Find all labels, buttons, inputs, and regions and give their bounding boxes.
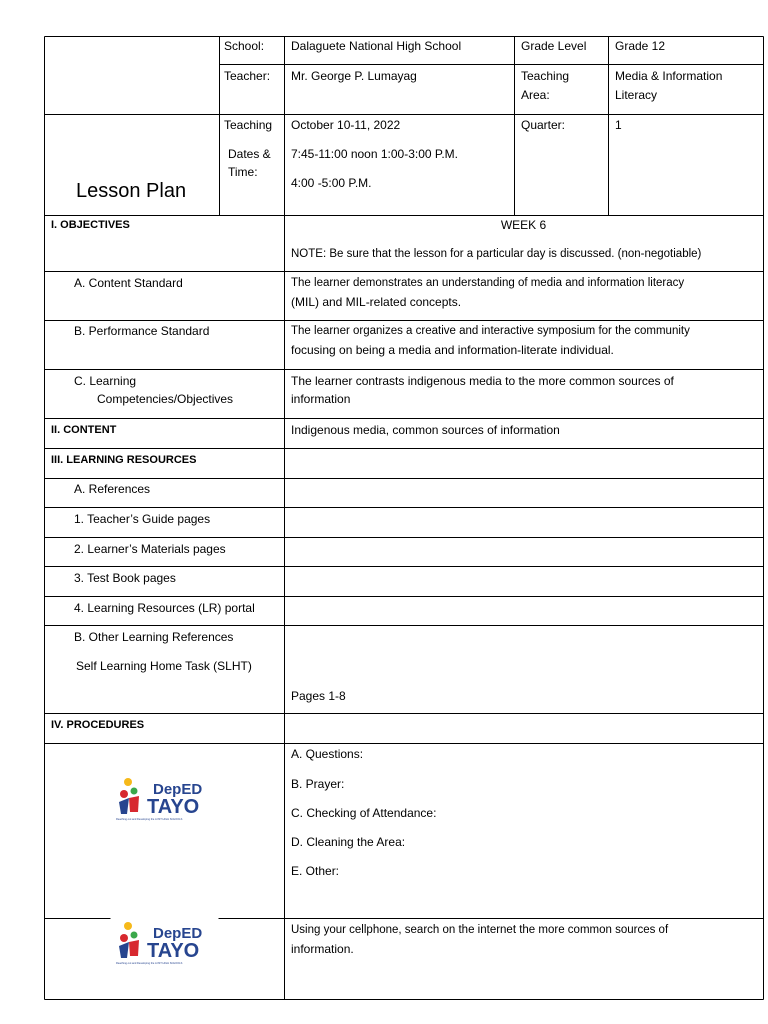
procedure-item-cleaning: D. Cleaning the Area: (291, 835, 406, 849)
logo-sun-icon (124, 922, 132, 930)
competencies-line1: The learner contrasts indigenous media to the more common sources of (291, 374, 674, 388)
content-standard-line2: (MIL) and MIL-related concepts. (291, 295, 462, 309)
deped-tayo-logo-2 (116, 918, 216, 968)
school-label: School: (224, 39, 265, 53)
logo-tagline: Reaching out and Developing the LOST HIGH SCHOOLS (116, 962, 183, 965)
logo-sun-icon (124, 778, 132, 786)
week-label: WEEK 6 (500, 218, 547, 232)
logo-word-tayo: TAYO (147, 796, 200, 818)
dates-value-line2: 7:45-11:00 noon 1:00-3:00 P.M. (291, 147, 459, 161)
teacher-name: Mr. George P. Lumayag (291, 69, 417, 83)
activity-line2: information. (291, 942, 354, 956)
grade-level-value: Grade 12 (615, 39, 666, 53)
teacher-label: Teacher: (224, 69, 271, 83)
content-standard-label: A. Content Standard (74, 276, 183, 290)
procedure-item-questions: A. Questions: (291, 747, 364, 761)
competencies-label-line2: Competencies/Objectives (97, 392, 234, 406)
dates-label-line1: Teaching (224, 118, 273, 132)
dates-value-line3: 4:00 -5:00 P.M. (291, 176, 372, 190)
page-title: Lesson Plan (76, 180, 187, 202)
procedure-item-prayer: B. Prayer: (291, 777, 345, 791)
content-standard-line1: The learner demonstrates an understanding of media and information literacy (291, 277, 685, 289)
test-book-label: 3. Test Book pages (74, 571, 176, 585)
logo-figure-icon (120, 790, 128, 798)
competencies-line2: information (291, 392, 351, 406)
logo-tagline: Reaching out and Developing the LOST HIGH SCHOOLS (116, 818, 183, 821)
objectives-note: NOTE: Be sure that the lesson for a particular day is discussed. (non-negotiable) (291, 248, 702, 260)
teaching-area-value-line1: Media & Information (615, 69, 723, 83)
logo-word-deped: DepED (153, 781, 203, 798)
learners-materials-label: 2. Learner’s Materials pages (74, 542, 226, 556)
logo-word-deped: DepED (153, 925, 203, 942)
resources-heading: III. LEARNING RESOURCES (51, 454, 197, 466)
teaching-area-label-line1: Teaching (521, 69, 570, 83)
content-value: Indigenous media, common sources of information (291, 423, 560, 437)
slht-pages: Pages 1-8 (291, 689, 346, 703)
teaching-area-label-line2: Area: (521, 88, 550, 102)
references-label: A. References (74, 482, 151, 496)
dates-value-line1: October 10-11, 2022 (291, 118, 401, 132)
slht-label: Self Learning Home Task (SLHT) (76, 659, 252, 673)
procedure-item-other: E. Other: (291, 864, 340, 878)
procedures-heading: IV. PROCEDURES (51, 719, 145, 731)
performance-standard-line1: The learner organizes a creative and interactive symposium for the community (291, 325, 690, 337)
grade-level-label: Grade Level (521, 39, 587, 53)
lr-portal-label: 4. Learning Resources (LR) portal (74, 601, 255, 615)
objectives-heading: I. OBJECTIVES (51, 219, 130, 231)
teaching-area-value-line2: Literacy (615, 88, 658, 102)
performance-standard-label: B. Performance Standard (74, 324, 210, 338)
dates-label-line3: Time: (228, 165, 258, 179)
dates-label-line2: Dates & (228, 147, 271, 161)
logo-word-tayo: TAYO (147, 940, 200, 962)
deped-tayo-logo (116, 774, 216, 824)
content-heading: II. CONTENT (51, 424, 117, 436)
activity-line1: Using your cellphone, search on the internet the more common sources of (291, 924, 669, 936)
teachers-guide-label: 1. Teacher’s Guide pages (74, 512, 211, 526)
logo-figure-icon (120, 934, 128, 942)
competencies-label-line1: C. Learning (74, 374, 137, 388)
procedure-item-attendance: C. Checking of Attendance: (291, 806, 437, 820)
other-references-label: B. Other Learning References (74, 630, 234, 644)
school-name: Dalaguete National High School (291, 39, 462, 53)
performance-standard-line2: focusing on being a media and information-literate individual. (291, 343, 614, 357)
quarter-value: 1 (615, 118, 622, 132)
quarter-label: Quarter: (521, 118, 566, 132)
